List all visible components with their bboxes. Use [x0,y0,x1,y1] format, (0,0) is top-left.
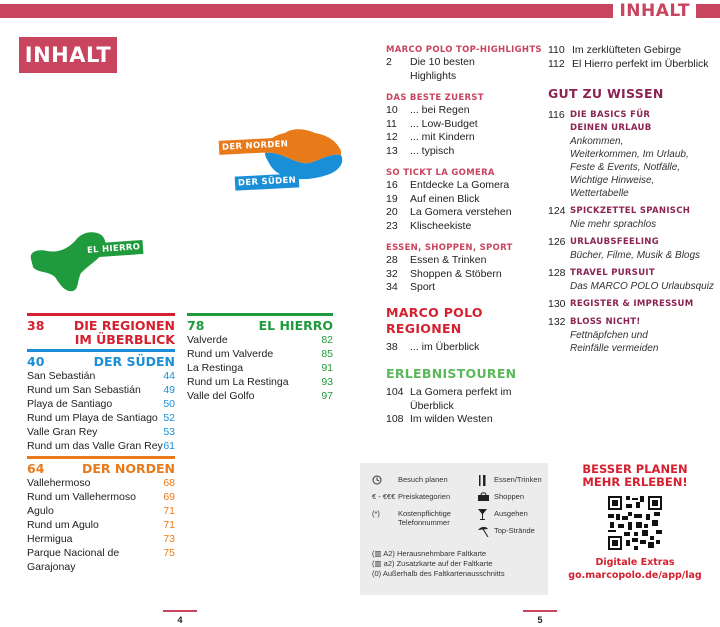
section-heading: DAS BESTE ZUERST [386,93,484,103]
sueden-title[interactable]: DER SÜDEN [93,354,175,369]
overview-page: 38 [27,318,45,333]
list-item[interactable]: Rund um San Sebastián 49 [27,384,175,396]
toc-middle-column [386,44,546,427]
list-item[interactable]: 20 La Gomera verstehen [386,206,512,218]
list-item[interactable]: 108 Im wilden Westen [386,413,493,425]
der-sueden-map-label[interactable]: DER SÜDEN [235,173,300,190]
el-hierro-map-label[interactable]: EL HIERRO [84,240,144,258]
page-number-rule [163,610,197,612]
list-item[interactable]: 132 BLOSS NICHT! Fettnäpfchen und Reinfälle vermeiden [548,316,659,354]
list-item[interactable]: 10 ... bei Regen [386,104,470,116]
list-item[interactable]: Parque Nacional de Garajonay 75 [27,547,175,573]
list-item[interactable]: Rund um Valverde 85 [187,348,333,360]
basket-icon [478,492,494,503]
el-hierro-map[interactable] [25,225,135,295]
list-item[interactable]: 110 Im zerklüfteten Gebirge [548,44,682,56]
legend-footnote: (0) Außerhalb des Faltkartenausschnitts [372,569,505,578]
list-item[interactable]: Playa de Santiago 50 [27,398,175,410]
list-item[interactable]: 13 ... typisch [386,144,455,157]
legend-footnote: (▥ A2) Herausnehmbare Faltkarte [372,549,487,558]
toc-right-column [548,44,718,360]
top-bar [0,4,720,18]
list-item[interactable]: Vallehermoso 68 [27,477,175,489]
list-item[interactable]: Rund um das Valle Gran Rey 61 [27,440,175,452]
list-item[interactable]: 112 El Hierro perfekt im Überblick [548,57,709,70]
clock-icon [372,475,398,487]
list-item[interactable]: 23 Klischeekiste [386,219,472,232]
section-heading: MARCO POLO REGIONEN [386,304,483,336]
der-norden-map-label[interactable]: DER NORDEN [219,137,292,155]
list-item[interactable]: 128 TRAVEL PURSUIT Das MARCO POLO Urlaubsquiz [548,267,714,292]
promo-subline: Digitale Extras [595,557,675,568]
list-item[interactable]: 28 Essen & Trinken [386,254,487,266]
list-item[interactable]: San Sebastián 44 [27,370,175,382]
list-item[interactable]: 2 Die 10 besten Highlights [386,56,475,82]
list-item[interactable]: 32 Shoppen & Stöbern [386,267,502,280]
norden-title[interactable]: DER NORDEN [82,461,175,476]
list-item[interactable]: 130 REGISTER & IMPRESSUM [548,298,694,310]
hierro-title[interactable]: EL HIERRO [258,318,333,333]
list-item[interactable]: Valverde 82 [187,334,333,346]
list-item[interactable]: Agulo 71 [27,505,175,517]
region-sueden[interactable] [27,349,175,453]
list-item[interactable]: 104 La Gomera perfekt im Überblick [386,386,512,412]
price-icon: € - €€€ [372,492,396,501]
list-item[interactable]: Hermigua 73 [27,533,175,545]
list-item[interactable]: 16 Entdecke La Gomera [386,179,510,191]
sueden-rule [27,349,175,352]
norden-page: 64 [27,461,45,476]
symbol-legend: Besuch planen € - €€€ Preiskategorien (*) Kostenpflichtige Telefonnummer Essen/Trinken Shoppen Ausgehen Top-Strände (▥ A2) Herausnehmbare Faltkarte (▥ a2) Zusatzkarte auf der Faltkarte (0) Außerhalb des Faltkartenausschnitts [360,463,548,595]
promo-url[interactable]: go.marcopolo.de/app/lag [568,570,702,581]
digital-extras-promo [560,463,710,582]
promo-headline: BESSER PLANEN [582,462,688,476]
section-heading: SO TICKT LA GOMERA [386,168,495,178]
hierro-rule [187,313,333,316]
running-title: INHALT [613,0,696,22]
overview-rule [27,313,175,316]
cocktail-icon [478,509,494,522]
list-item[interactable]: Rund um Vallehermoso 69 [27,491,175,503]
page-number-rule [523,610,557,612]
section-heading: MARCO POLO TOP-HIGHLIGHTS [386,45,542,55]
section-heading: ESSEN, SHOPPEN, SPORT [386,243,513,253]
overview-title[interactable]: DIE REGIONEN IM ÜBERBLICK [73,318,175,347]
promo-headline: MEHR ERLEBEN! [582,475,688,489]
list-item[interactable]: Rund um Playa de Santiago 52 [27,412,175,424]
list-item[interactable]: Rund um Agulo 71 [27,519,175,531]
page-number-left: 4 [163,610,197,625]
region-overview[interactable] [27,313,175,347]
top-bar-tail [698,4,720,18]
list-item[interactable]: Rund um La Restinga 93 [187,376,333,388]
sueden-page: 40 [27,354,45,369]
beach-icon [478,526,494,539]
list-item[interactable]: 11 ... Low-Budget [386,117,478,130]
list-item[interactable]: 34 Sport [386,281,436,293]
page-title: INHALT [19,37,117,73]
list-item[interactable]: 124 SPICKZETTEL SPANISCH Nie mehr sprachlos [548,205,691,230]
hierro-page: 78 [187,318,205,333]
norden-rule [27,456,175,459]
region-norden[interactable] [27,456,175,574]
section-heading: ERLEBNISTOUREN [386,366,517,381]
list-item[interactable]: 38 ... im Überblick [386,340,480,353]
legend-footnote: (▥ a2) Zusatzkarte auf der Faltkarte [372,559,493,568]
asterisk-icon: (*) [372,509,380,518]
list-item[interactable]: 19 Auf einen Blick [386,192,480,205]
list-item[interactable]: 126 URLAUBSFEELING Bücher, Filme, Musik & Blogs [548,236,701,261]
qr-code-icon[interactable] [608,496,662,550]
list-item[interactable]: Valle Gran Rey 53 [27,426,175,438]
hierro-island-icon [25,225,135,295]
section-heading: GUT ZU WISSEN [548,86,664,101]
list-item[interactable]: Valle del Golfo 97 [187,390,333,402]
list-item[interactable]: 116 DIE BASICS FÜR DEINEN URLAUB Ankommen, Weiterkommen, Im Urlaub, Feste & Events, Notfälle, Wichtige Hinweise, Wettertabelle [548,109,689,199]
list-item[interactable]: 12 ... mit Kindern [386,131,475,143]
region-hierro[interactable] [187,313,333,403]
list-item[interactable]: La Restinga 91 [187,362,333,374]
page-number-right: 5 [523,610,557,625]
cutlery-icon [478,475,494,488]
